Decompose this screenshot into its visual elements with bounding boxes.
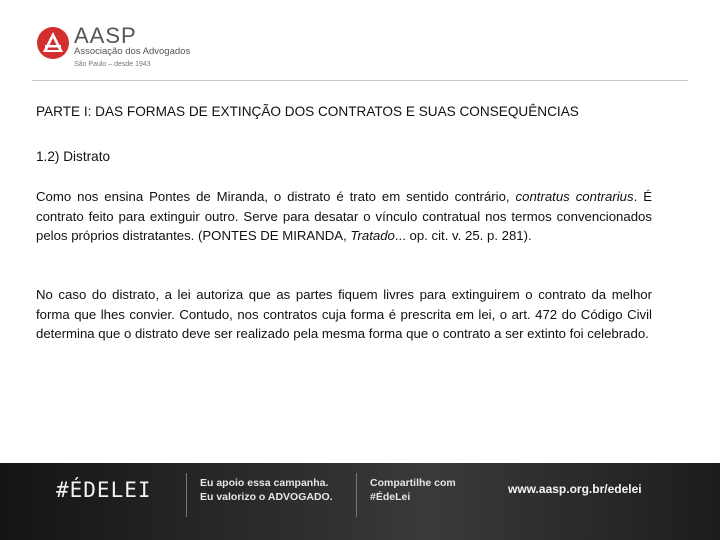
section-heading: 1.2) Distrato [36,149,111,164]
paragraph-1 [36,187,652,246]
footer-divider [356,473,357,517]
p1-text-e: ... op. cit. v. 25. p. 281). [394,228,532,243]
footer-divider [186,473,187,517]
paragraph-2: No caso do distrato, a lei autoriza que as partes fiquem livres para extinguirem o contrato da melhor forma que lhes convier. Contudo, nos contratos cuja forma é prescrita em lei, o art. 472 do Código Civil determina que o distrato deve ser realizado pela mesma forma que o contrato a ser extinto foi celebrado. [36,287,652,341]
p1-italic-latin: contratus contrarius [515,189,634,204]
logo-name: AASP [74,23,137,48]
campaign-text [200,476,333,504]
share-text [370,476,456,504]
campaign-line-1: Eu apoio essa campanha. [200,477,329,489]
p1-text-c: . É contrato feito para extinguir outro. Serve para desatar o vínculo contratual nos termos convencionados pelos próprios distratantes. (PONTES DE MIRANDA, [36,189,652,243]
campaign-url-link[interactable]: www.aasp.org.br/edelei [508,482,642,496]
campaign-footer [0,463,720,540]
aasp-logo-icon [36,26,70,60]
p1-italic-tratado: Tratado [350,228,395,243]
campaign-line-2: Eu valorizo o ADVOGADO. [200,491,333,503]
logo-tagline: São Paulo – desde 1943 [74,61,151,68]
header-divider [32,80,688,81]
hashtag-logo: #ÉDELEI [56,478,152,502]
page-title: PARTE I: DAS FORMAS DE EXTINÇÃO DOS CONTRATOS E SUAS CONSEQUÊNCIAS [36,104,579,119]
logo-subtitle: Associação dos Advogados [74,46,191,57]
share-line-2: #ÉdeLei [370,491,411,503]
p1-text-a: Como nos ensina Pontes de Miranda, o distrato é trato em sentido contrário, [36,189,516,204]
header [0,0,720,92]
share-line-1: Compartilhe com [370,477,456,489]
